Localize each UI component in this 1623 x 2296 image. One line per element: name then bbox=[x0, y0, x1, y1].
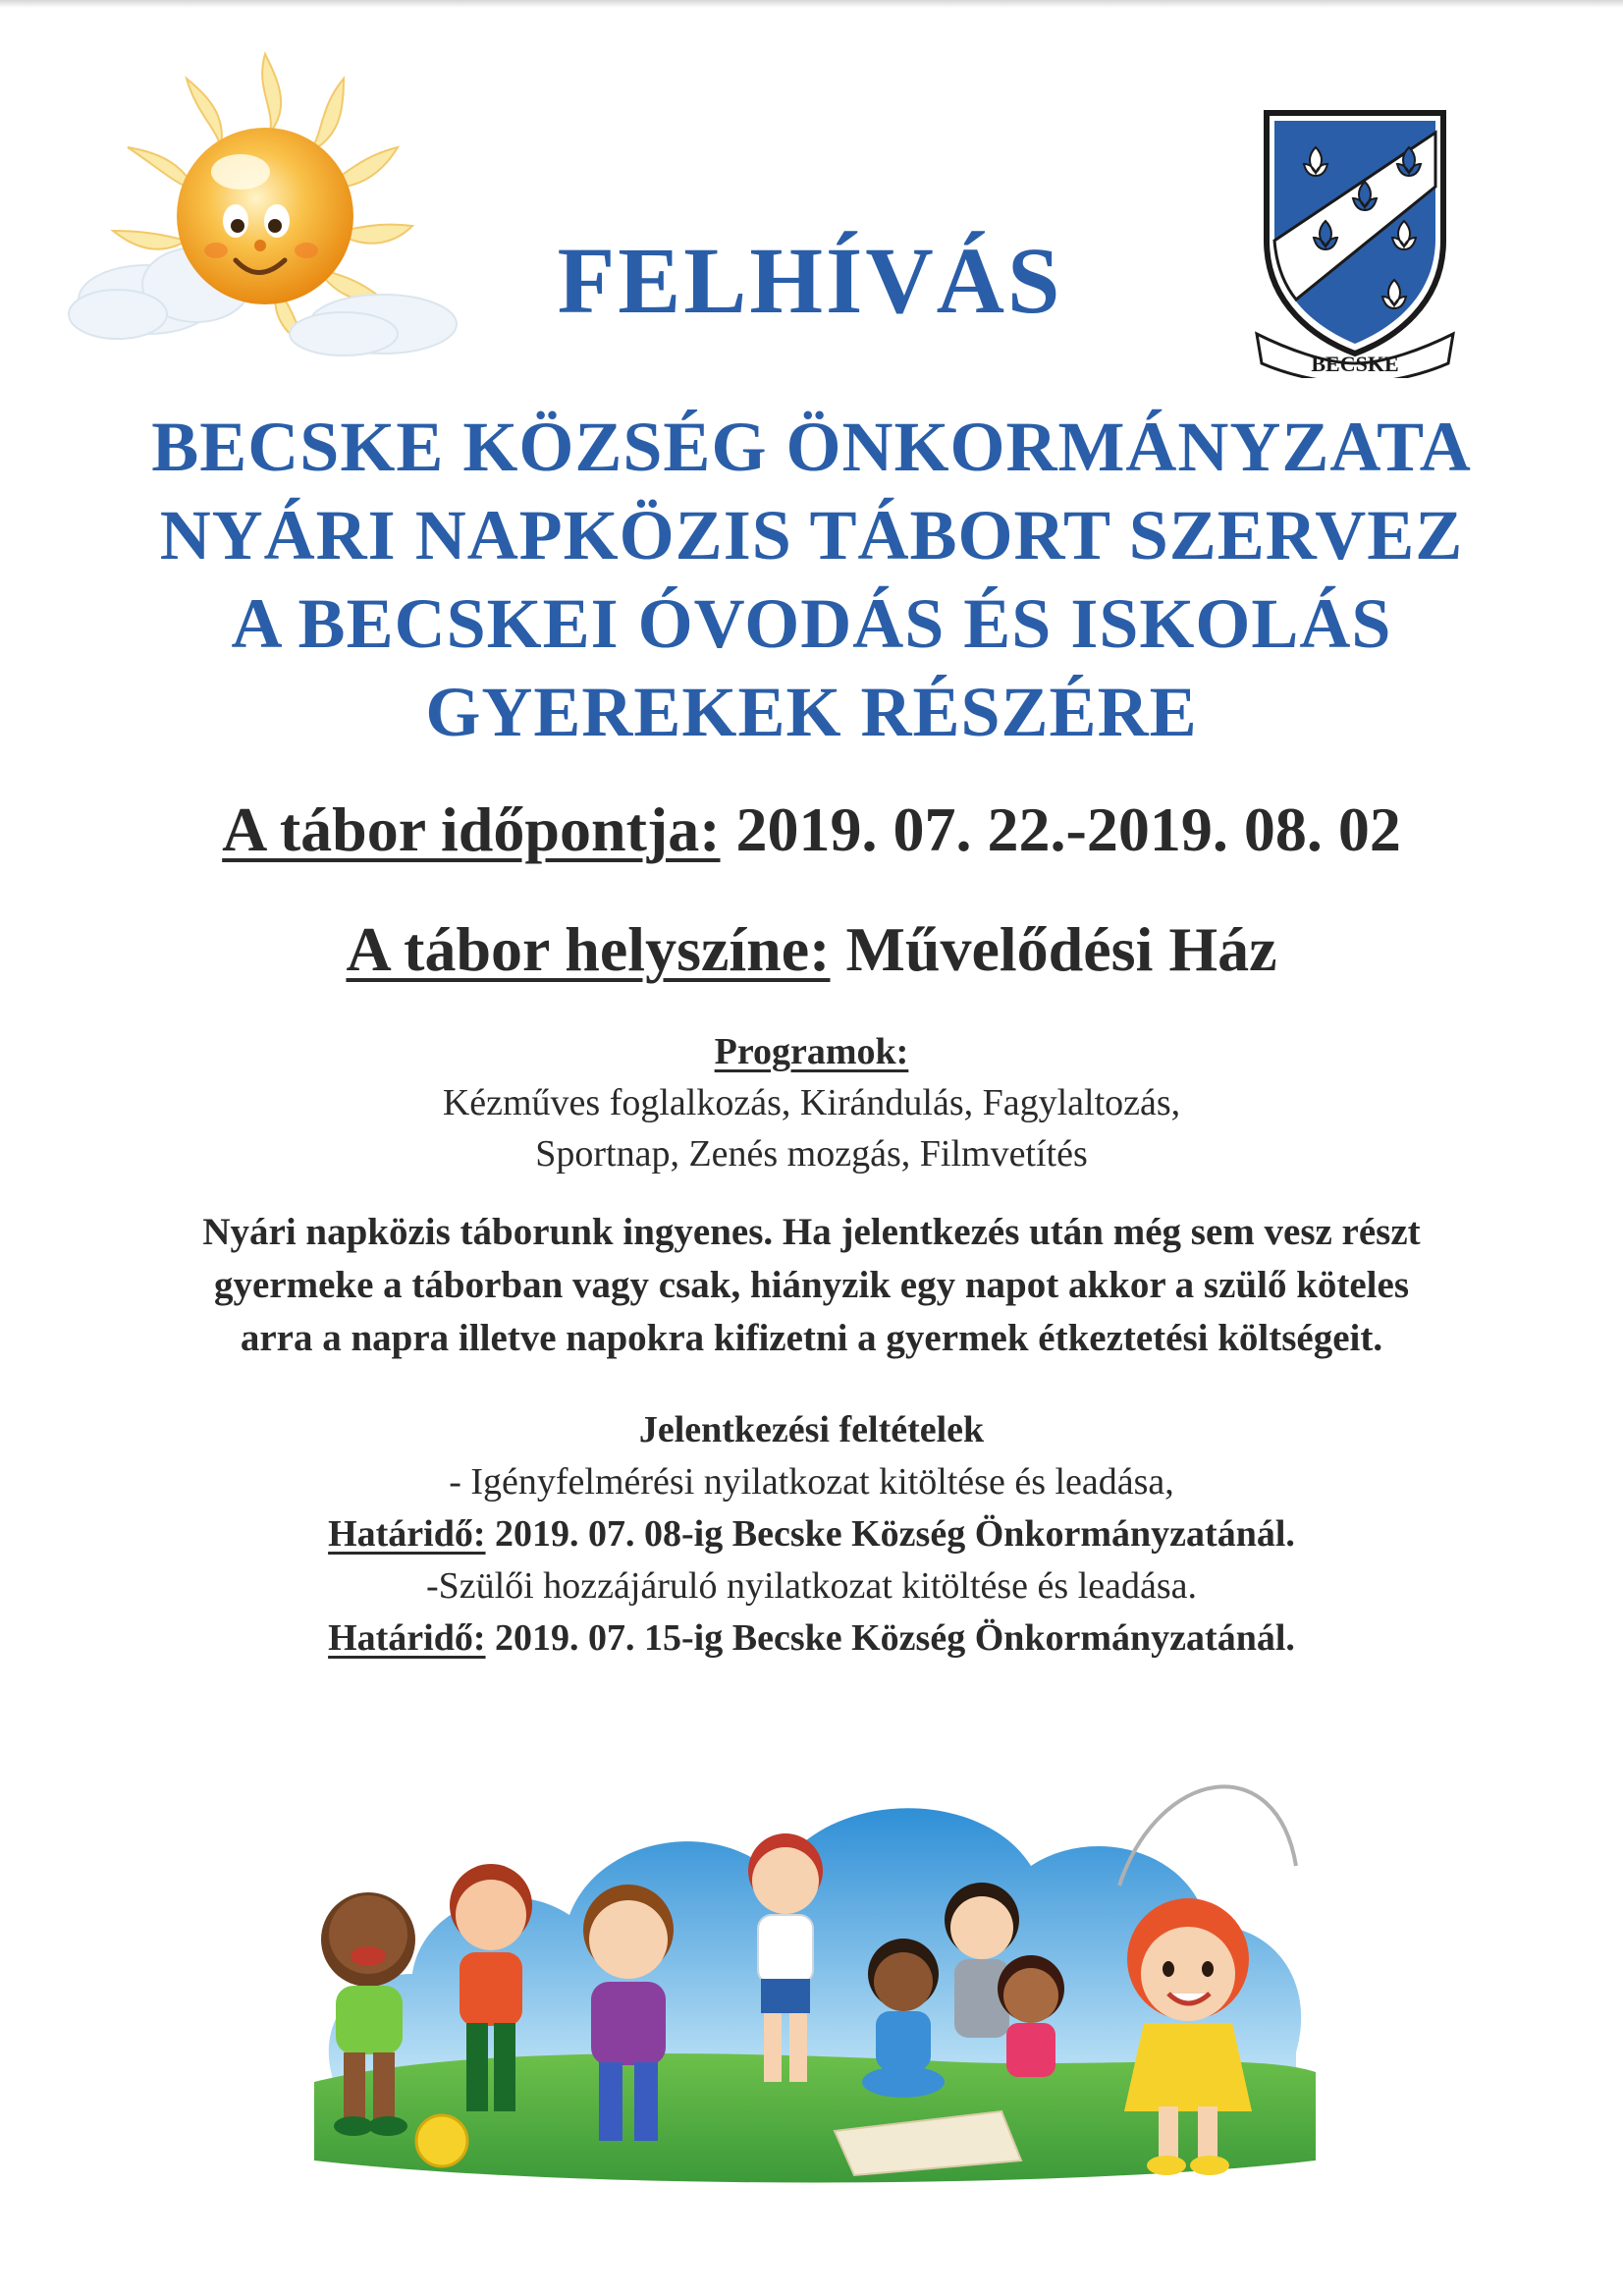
notice-line-3: arra a napra illetve napokra kifizetni a gyermek étkeztetési költségeit. bbox=[240, 1317, 1383, 1359]
apply-title: Jelentkezési feltételek bbox=[638, 1409, 985, 1450]
coat-of-arms-icon bbox=[1247, 93, 1463, 378]
deadline-2-value: 2019. 07. 15-ig Becske Község Önkormányzatánál. bbox=[485, 1617, 1295, 1659]
notice-line-2: gyermeke a táborban vagy csak, hiányzik egy napot akkor a szülő köteles bbox=[214, 1264, 1409, 1306]
camp-place bbox=[79, 913, 1544, 986]
application-conditions bbox=[147, 1404, 1476, 1665]
programs-title: Programok: bbox=[714, 1031, 909, 1072]
headline bbox=[98, 403, 1525, 756]
headline-line-3: A BECSKEI ÓVODÁS ÉS ISKOLÁS bbox=[231, 584, 1392, 663]
scan-edge bbox=[0, 0, 1623, 8]
programs-line-2: Sportnap, Zenés mozgás, Filmvetítés bbox=[535, 1133, 1088, 1175]
deadline-2 bbox=[147, 1613, 1476, 1665]
programs-line-1: Kézműves foglalkozás, Kirándulás, Fagylaltozás, bbox=[442, 1082, 1181, 1123]
camp-date-value: 2019. 07. 22.-2019. 08. 02 bbox=[720, 794, 1401, 864]
page-title: FELHÍVÁS bbox=[557, 228, 1063, 333]
headline-line-2: NYÁRI NAPKÖZIS TÁBORT SZERVEZ bbox=[159, 496, 1464, 574]
crest-banner-text: BECSKE bbox=[1311, 352, 1399, 376]
notice-line-1: Nyári napközis táborunk ingyenes. Ha jelentkezés után még sem vesz részt bbox=[202, 1211, 1421, 1253]
headline-line-4: GYEREKEK RÉSZÉRE bbox=[425, 673, 1198, 751]
smiling-sun-icon bbox=[59, 39, 471, 373]
deadline-1-value: 2019. 07. 08-ig Becske Község Önkormányzatánál. bbox=[485, 1513, 1295, 1555]
deadline-1-label: Határidő: bbox=[328, 1513, 486, 1555]
playing-children-illustration bbox=[275, 1728, 1355, 2200]
programs-section bbox=[196, 1026, 1427, 1179]
deadline-2-label: Határidő: bbox=[328, 1617, 486, 1659]
deadline-1 bbox=[147, 1508, 1476, 1560]
notice-paragraph bbox=[108, 1206, 1515, 1365]
apply-item-1: - Igényfelmérési nyilatkozat kitöltése és leadása, bbox=[449, 1461, 1174, 1503]
camp-date bbox=[79, 793, 1544, 866]
apply-item-2: -Szülői hozzájáruló nyilatkozat kitöltése és leadása. bbox=[425, 1565, 1198, 1607]
camp-place-value: Művelődési Ház bbox=[830, 914, 1277, 984]
camp-place-label: A tábor helyszíne: bbox=[346, 914, 831, 984]
camp-date-label: A tábor időpontja: bbox=[222, 794, 721, 864]
headline-line-1: BECSKE KÖZSÉG ÖNKORMÁNYZATA bbox=[151, 408, 1472, 486]
